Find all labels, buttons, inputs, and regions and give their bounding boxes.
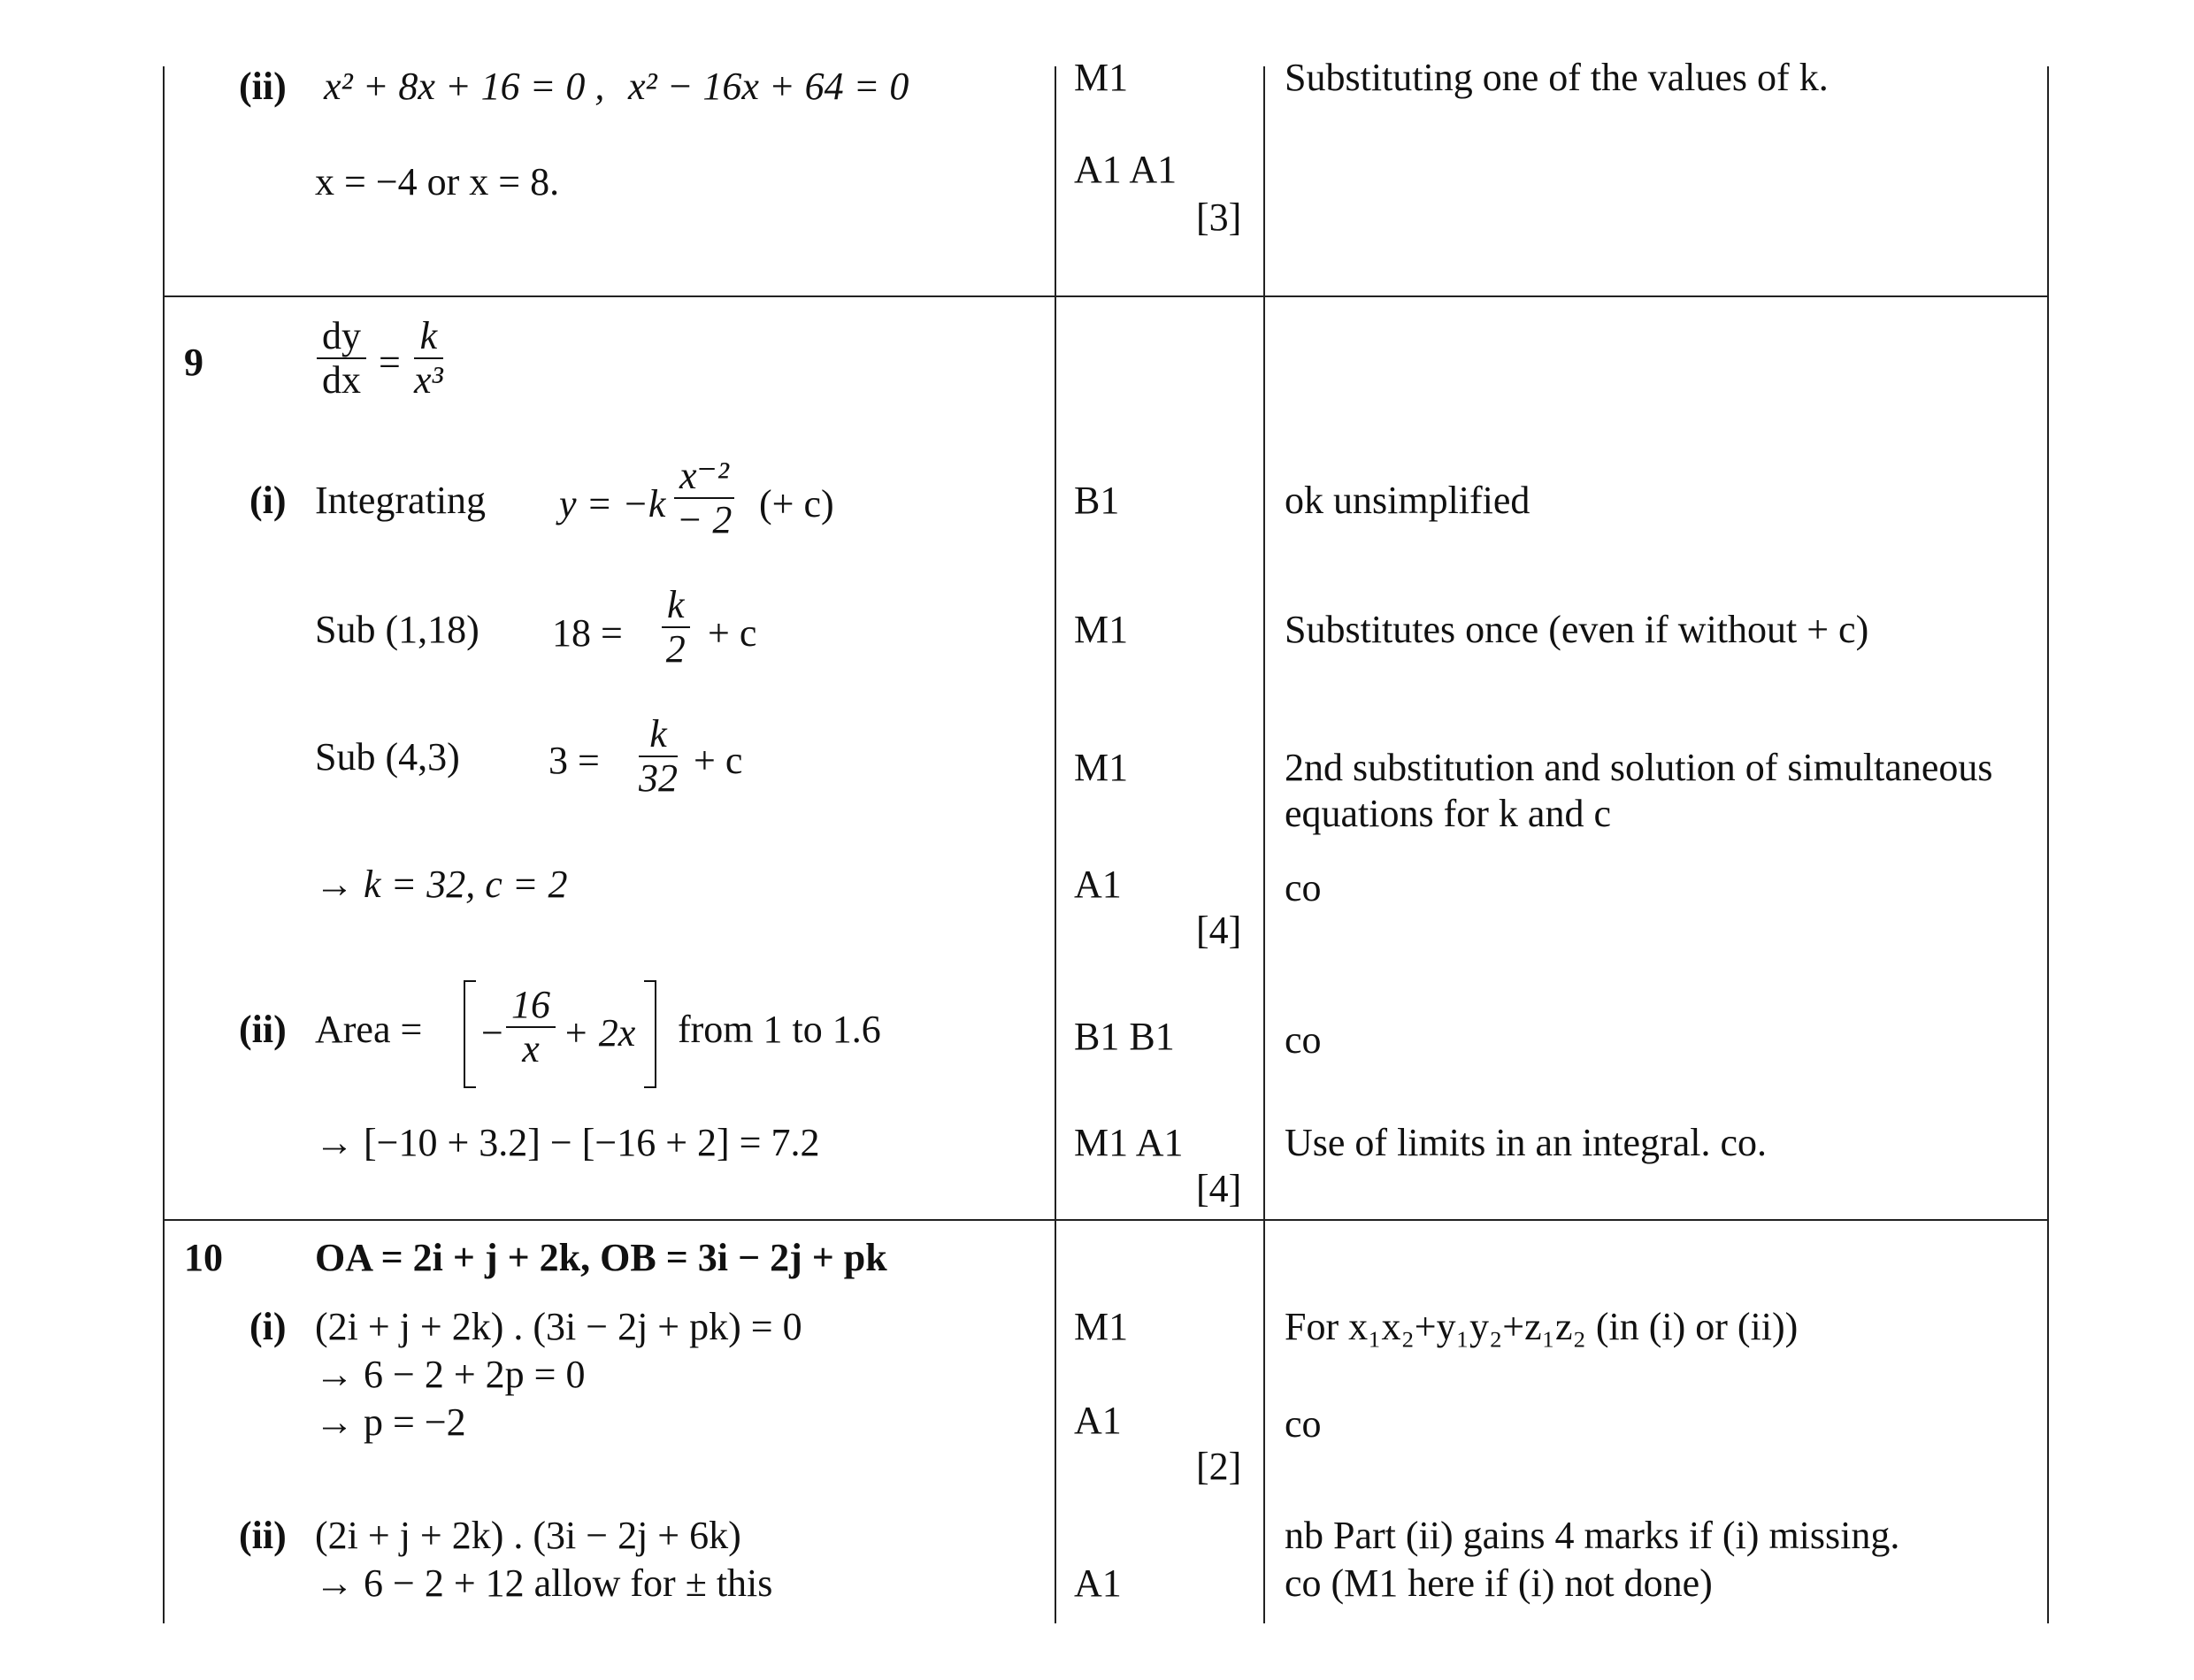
q10-mark-a1: A1	[1074, 1399, 1122, 1442]
q10-part-i-line3: → p = −2	[315, 1400, 466, 1444]
q9-part-i-total: [4]	[1196, 909, 1242, 952]
q8-total: [3]	[1196, 196, 1242, 239]
q9-result-k-c: → k = 32, c = 2	[315, 863, 568, 906]
q8-mark-m1: M1	[1074, 56, 1129, 99]
table-border-left	[163, 66, 165, 1623]
q9-x-power: x⁻²	[674, 455, 734, 499]
q10-comment-part-ii-line1: nb Part (ii) gains 4 marks if (i) missing.	[1285, 1514, 1900, 1557]
column-divider-marks	[1055, 66, 1056, 1623]
q9-area-fraction	[506, 984, 556, 1070]
column-divider-comments	[1263, 66, 1265, 1623]
q9-sub2-32: 32	[639, 756, 678, 800]
q10-given-vectors: OA = 2i + j + 2k, OB = 3i − 2j + pk	[315, 1236, 887, 1279]
q10-part-i-line1: (2i + j + 2k) . (3i − 2j + pk) = 0	[315, 1305, 802, 1348]
q8-mark-a1a1: A1 A1	[1074, 148, 1178, 191]
q9-given-equals: =	[379, 341, 401, 384]
q9-comment-m1-first: Substitutes once (even if without + c)	[1285, 608, 1869, 651]
q9-sub2-lhs: 3 =	[548, 739, 600, 782]
q9-area-text: Area =	[315, 1008, 423, 1051]
q9-sub1-lhs: 18 =	[552, 611, 623, 655]
q9-area-x: x	[522, 1027, 540, 1070]
q9-comment-a1: co	[1285, 866, 1322, 909]
q10-part-i-label: (i)	[249, 1305, 287, 1348]
q9-integral-fraction	[674, 455, 734, 541]
q9-limits: → [−10 + 3.2] − [−16 + 2] = 7.2	[315, 1121, 820, 1164]
q9-y-equals: y = −k	[559, 482, 666, 525]
q9-dx: dx	[322, 358, 361, 402]
q9-sub2-fraction	[639, 713, 678, 800]
q9-sub2-label: Sub (4,3)	[315, 735, 460, 779]
q9-mark-m1-second: M1	[1074, 746, 1129, 789]
q9-k: k	[414, 315, 443, 359]
q10-part-i-line2: → 6 − 2 + 2p = 0	[315, 1353, 586, 1396]
q8-equation-2: x² − 16x + 64 = 0	[628, 65, 909, 108]
q9-comment-m1-second-line2: equations for k and c	[1285, 792, 1611, 835]
q9-mark-m1a1: M1 A1	[1074, 1121, 1184, 1164]
q9-part-i-label: (i)	[249, 479, 287, 522]
row-divider-q9	[163, 295, 2049, 297]
q9-x3: x³	[414, 358, 443, 402]
q9-sub1-label: Sub (1,18)	[315, 608, 479, 651]
q9-minus-two: − 2	[676, 498, 733, 541]
q10-part-ii-label: (ii)	[239, 1514, 287, 1557]
q9-mark-b1: B1	[1074, 479, 1120, 522]
q9-dydx-fraction	[317, 315, 366, 402]
q9-dy: dy	[317, 315, 366, 359]
q9-comment-m1-second-line1: 2nd substitution and solution of simultaneous	[1285, 746, 1993, 789]
q9-left-bracket	[464, 980, 476, 1088]
q9-mark-b1b1: B1 B1	[1074, 1015, 1175, 1058]
q8-equation-1: x² + 8x + 16 = 0 ,	[324, 65, 605, 108]
q9-sub1-two: 2	[665, 627, 686, 671]
q9-plus-c: (+ c)	[759, 482, 834, 525]
q9-comment-m1a1: Use of limits in an integral. co.	[1285, 1121, 1767, 1164]
q9-comment-b1b1: co	[1285, 1018, 1322, 1062]
q10-number: 10	[184, 1236, 223, 1279]
q9-part-ii-label: (ii)	[239, 1008, 287, 1051]
q9-comment-b1: ok unsimplified	[1285, 479, 1530, 522]
q9-number: 9	[184, 341, 203, 384]
q8-result: x = −4 or x = 8.	[315, 160, 560, 203]
q10-comment-a1: co	[1285, 1402, 1322, 1446]
q9-sub1-k: k	[662, 584, 690, 628]
q10-mark-m1: M1	[1074, 1305, 1129, 1348]
q9-right-bracket	[644, 980, 656, 1088]
q9-sub2-plus-c: + c	[694, 739, 743, 782]
q9-sub1-fraction	[662, 584, 690, 671]
q10-comment-m1: For x₁x₂+y₁y₂+z₁z₂ (in (i) or (ii))	[1285, 1305, 1799, 1348]
q9-k-over-x3-fraction	[414, 315, 443, 402]
q9-sub2-k: k	[639, 713, 678, 757]
q9-area-plus-2x: + 2x	[563, 1011, 636, 1055]
q8-part-ii-label: (ii)	[239, 65, 287, 108]
q9-mark-a1: A1	[1074, 863, 1122, 906]
q9-part-ii-total: [4]	[1196, 1167, 1242, 1210]
q9-sub1-plus-c: + c	[708, 611, 757, 655]
q9-area-16: 16	[506, 984, 556, 1028]
q9-mark-m1-first: M1	[1074, 608, 1129, 651]
q9-area-minus: −	[481, 1011, 503, 1055]
q10-comment-part-ii-line2: co (M1 here if (i) not done)	[1285, 1561, 1713, 1605]
q9-integrating-text: Integrating	[315, 479, 487, 522]
q10-mark-a1-part-ii: A1	[1074, 1561, 1122, 1605]
row-divider-q10	[163, 1219, 2049, 1221]
q10-part-i-total: [2]	[1196, 1445, 1242, 1488]
q9-area-from: from 1 to 1.6	[678, 1008, 881, 1051]
table-border-right	[2047, 66, 2049, 1623]
q10-part-ii-line2: → 6 − 2 + 12 allow for ± this	[315, 1561, 773, 1605]
q10-part-ii-line1: (2i + j + 2k) . (3i − 2j + 6k)	[315, 1514, 741, 1557]
q8-comment: Substituting one of the values of k.	[1285, 56, 1829, 99]
